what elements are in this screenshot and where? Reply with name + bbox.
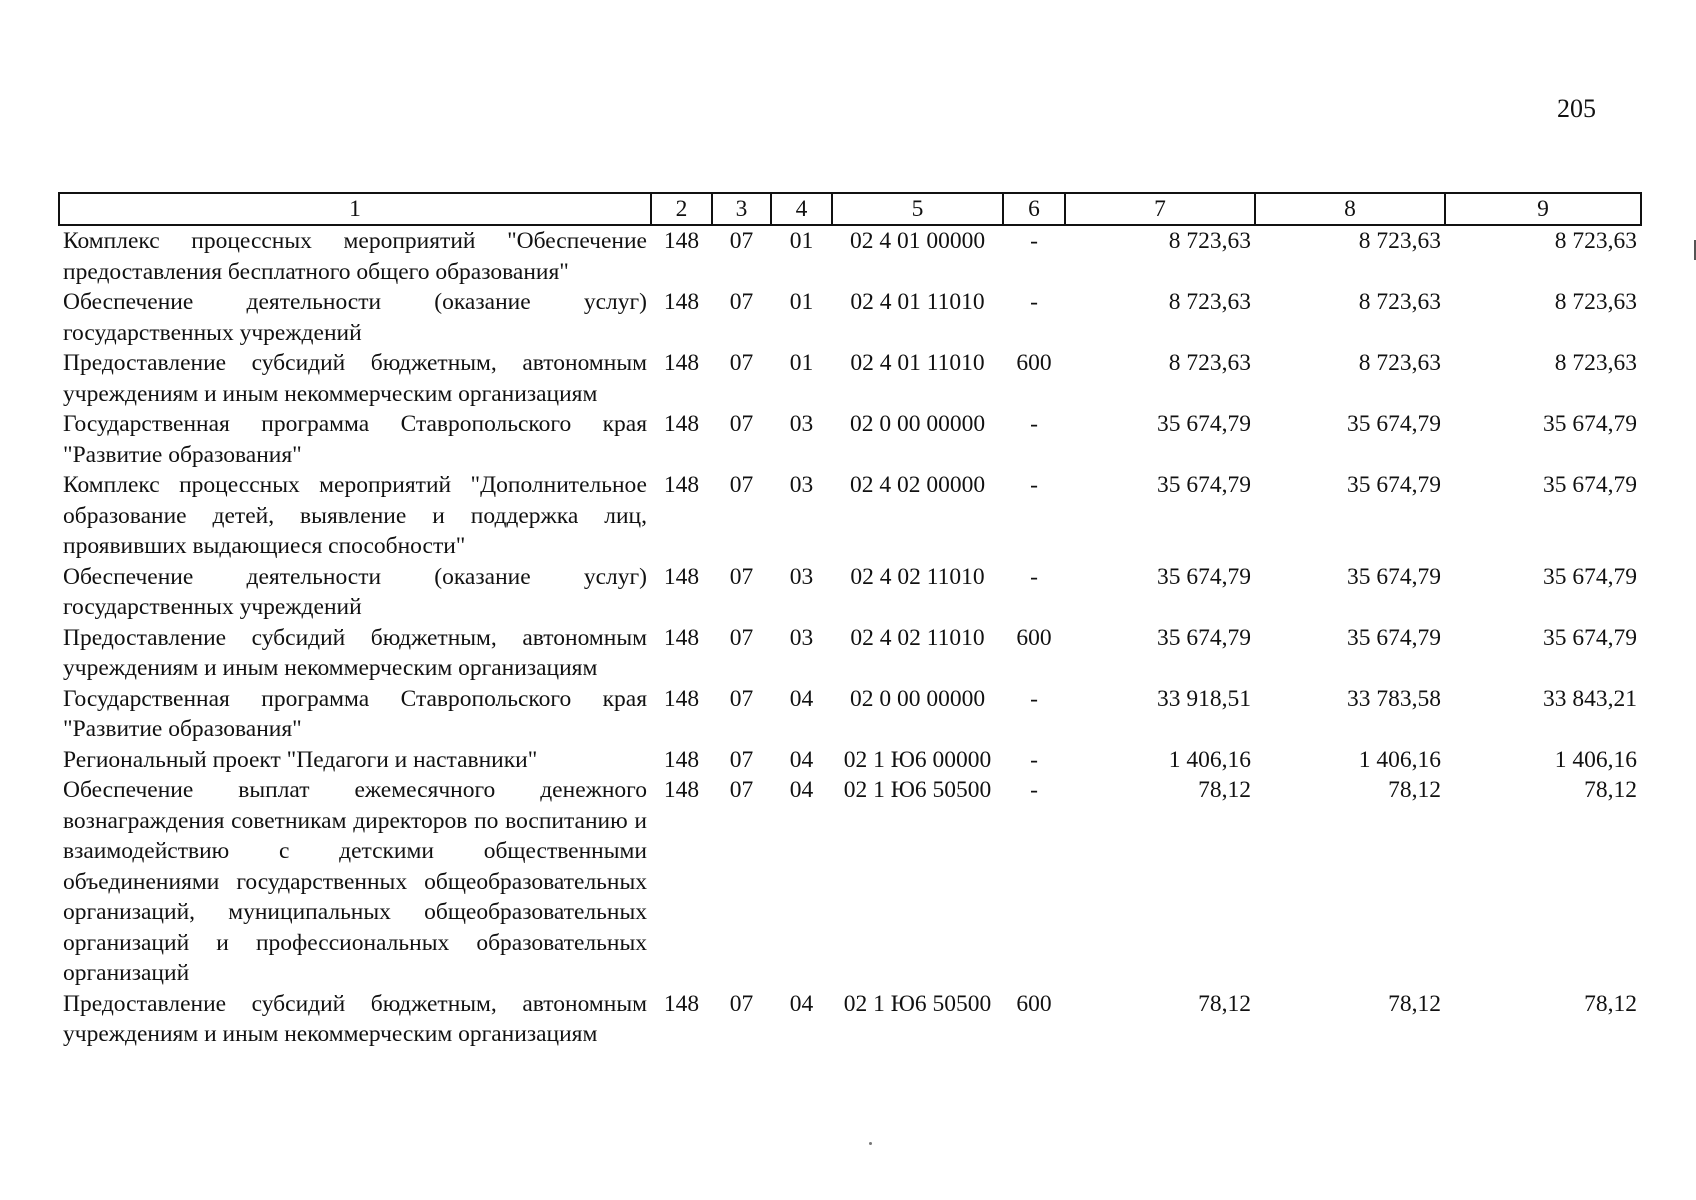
row-cell-c9: 78,12	[1584, 777, 1637, 803]
header-cell-9: 9	[1445, 193, 1641, 225]
table-row	[59, 684, 1641, 745]
row-cell-c2: 148	[663, 472, 700, 498]
row-cell-c5: 02 4 01 11010	[850, 289, 985, 315]
row-cell-c6: -	[1030, 685, 1038, 712]
row-cell-c4: 01	[789, 350, 814, 376]
row-cell-c9: 8 723,63	[1554, 350, 1637, 376]
row-name-cell: Обеспечение деятельности (оказание услуг) государственных учреждений	[63, 563, 647, 620]
row-cell-c7: 35 674,79	[1157, 563, 1251, 590]
row-cell-c3: 07	[729, 411, 754, 437]
row-cell-c4: 01	[789, 289, 814, 315]
row-cell-c3: 07	[729, 228, 754, 254]
row-cell-c4: 04	[789, 990, 814, 1017]
row-cell-c3: 07	[729, 990, 754, 1017]
row-cell-c2: 148	[663, 746, 700, 773]
row-cell-c9: 8 723,63	[1554, 289, 1637, 315]
row-cell-c9: 35 674,79	[1543, 563, 1637, 590]
row-name-cell: Комплекс процессных мероприятий "Обеспечение предоставления бесплатного общего образования"	[63, 228, 647, 285]
page-number: 205	[1557, 94, 1596, 123]
header-cell-7: 7	[1065, 193, 1255, 225]
row-cell-c5: 02 1 Ю6 50500	[843, 777, 992, 803]
table-row	[59, 745, 1641, 776]
table-row	[59, 287, 1641, 348]
header-cell-1: 1	[59, 193, 651, 225]
row-cell-c8: 35 674,79	[1347, 624, 1441, 651]
row-cell-c9: 33 843,21	[1543, 685, 1637, 712]
row-name-cell: Предоставление субсидий бюджетным, автономным учреждениям и иным некоммерческим организациям	[63, 350, 647, 407]
table-row	[59, 562, 1641, 623]
row-cell-c8: 8 723,63	[1358, 289, 1441, 315]
row-cell-c7: 35 674,79	[1157, 411, 1251, 437]
row-cell-c5: 02 4 02 11010	[850, 624, 985, 651]
row-name-cell: Комплекс процессных мероприятий "Дополнительное образование детей, выявление и поддержка лиц, проявивших выдающиеся способности"	[63, 472, 647, 559]
row-cell-c4: 03	[789, 563, 814, 590]
row-cell-c5: 02 4 01 11010	[850, 350, 985, 376]
row-name-cell: Государственная программа Ставропольского края "Развитие образования"	[63, 685, 647, 742]
table-row	[59, 775, 1641, 989]
table-row	[59, 623, 1641, 684]
row-cell-c3: 07	[729, 289, 754, 315]
row-cell-c3: 07	[729, 746, 754, 773]
header-cell-3: 3	[712, 193, 771, 225]
row-cell-c2: 148	[663, 411, 700, 437]
row-cell-c4: 04	[789, 685, 814, 712]
row-cell-c2: 148	[663, 990, 700, 1017]
row-name-cell: Обеспечение деятельности (оказание услуг) государственных учреждений	[63, 289, 647, 346]
table-row	[59, 348, 1641, 409]
row-name-cell: Предоставление субсидий бюджетным, автономным учреждениям и иным некоммерческим организациям	[63, 624, 647, 681]
row-cell-c2: 148	[663, 350, 700, 376]
row-cell-c8: 1 406,16	[1358, 746, 1441, 773]
row-cell-c7: 35 674,79	[1157, 472, 1251, 498]
header-cell-6: 6	[1003, 193, 1065, 225]
row-cell-c5: 02 4 02 11010	[850, 563, 985, 590]
row-cell-c5: 02 0 00 00000	[849, 685, 986, 712]
row-cell-c6: -	[1030, 228, 1038, 254]
row-cell-c8: 78,12	[1388, 777, 1441, 803]
table-row	[59, 225, 1641, 287]
row-cell-c6: -	[1030, 746, 1038, 773]
row-cell-c8: 35 674,79	[1347, 563, 1441, 590]
table-row	[59, 989, 1641, 1050]
row-cell-c3: 07	[729, 563, 754, 590]
row-cell-c8: 35 674,79	[1347, 411, 1441, 437]
row-cell-c8: 8 723,63	[1358, 228, 1441, 254]
row-cell-c8: 35 674,79	[1347, 472, 1441, 498]
row-cell-c8: 78,12	[1388, 990, 1441, 1017]
scan-dot	[869, 1142, 872, 1145]
row-cell-c8: 33 783,58	[1347, 685, 1441, 712]
table-row	[59, 409, 1641, 470]
row-cell-c7: 78,12	[1198, 777, 1251, 803]
row-cell-c9: 35 674,79	[1543, 624, 1637, 651]
row-cell-c4: 01	[789, 228, 814, 254]
row-cell-c9: 1 406,16	[1554, 746, 1637, 773]
row-cell-c9: 78,12	[1584, 990, 1637, 1017]
row-cell-c6: -	[1030, 563, 1038, 590]
row-cell-c9: 8 723,63	[1554, 228, 1637, 254]
row-cell-c6: 600	[1016, 624, 1052, 651]
row-cell-c6: 600	[1016, 350, 1052, 376]
row-cell-c5: 02 4 01 00000	[849, 228, 986, 254]
row-cell-c7: 8 723,63	[1168, 289, 1251, 315]
row-cell-c6: -	[1030, 411, 1038, 437]
row-cell-c4: 04	[789, 777, 814, 803]
row-name-cell: Предоставление субсидий бюджетным, автономным учреждениям и иным некоммерческим организациям	[63, 990, 647, 1047]
row-cell-c7: 35 674,79	[1157, 624, 1251, 651]
row-cell-c9: 35 674,79	[1543, 411, 1637, 437]
row-cell-c6: -	[1030, 777, 1038, 803]
row-cell-c9: 35 674,79	[1543, 472, 1637, 498]
header-cell-2: 2	[651, 193, 712, 225]
row-name-cell: Обеспечение выплат ежемесячного денежного вознаграждения советникам директоров по воспитанию и взаимодействию с детскими общественными объединениями государственных общеобразовательных организаций, муниципальных общеобразовательных организаций и профессиональных образовательных организаций	[63, 777, 647, 986]
row-cell-c2: 148	[663, 289, 700, 315]
row-cell-c3: 07	[729, 472, 754, 498]
row-cell-c3: 07	[729, 624, 754, 651]
row-cell-c6: -	[1030, 289, 1038, 315]
table-row	[59, 470, 1641, 562]
row-cell-c7: 8 723,63	[1168, 350, 1251, 376]
row-cell-c2: 148	[663, 228, 700, 254]
row-name-cell: Государственная программа Ставропольского края "Развитие образования"	[63, 411, 647, 468]
row-cell-c5: 02 1 Ю6 50500	[843, 990, 992, 1017]
row-name-cell: Региональный проект "Педагоги и наставники"	[63, 746, 538, 773]
table-body	[59, 225, 1641, 1050]
row-cell-c6: 600	[1016, 990, 1052, 1017]
row-cell-c3: 07	[729, 350, 754, 376]
row-cell-c4: 03	[789, 624, 814, 651]
row-cell-c8: 8 723,63	[1358, 350, 1441, 376]
budget-table	[58, 192, 1642, 1050]
header-cell-8: 8	[1255, 193, 1445, 225]
row-cell-c2: 148	[663, 563, 700, 590]
row-cell-c6: -	[1030, 472, 1038, 498]
row-cell-c3: 07	[729, 685, 754, 712]
row-cell-c7: 8 723,63	[1168, 228, 1251, 254]
row-cell-c5: 02 0 00 00000	[849, 411, 986, 437]
row-cell-c2: 148	[663, 777, 700, 803]
row-cell-c2: 148	[663, 685, 700, 712]
row-cell-c7: 33 918,51	[1157, 685, 1251, 712]
row-cell-c7: 1 406,16	[1168, 746, 1251, 773]
row-cell-c3: 07	[729, 777, 754, 803]
row-cell-c5: 02 4 02 00000	[849, 472, 986, 498]
header-cell-5: 5	[832, 193, 1003, 225]
row-cell-c2: 148	[663, 624, 700, 651]
header-row	[59, 193, 1641, 225]
row-cell-c4: 03	[789, 472, 814, 498]
row-cell-c4: 04	[789, 746, 814, 773]
row-cell-c4: 03	[789, 411, 814, 437]
header-cell-4: 4	[771, 193, 832, 225]
row-cell-c7: 78,12	[1198, 990, 1251, 1017]
row-cell-c5: 02 1 Ю6 00000	[843, 746, 992, 773]
